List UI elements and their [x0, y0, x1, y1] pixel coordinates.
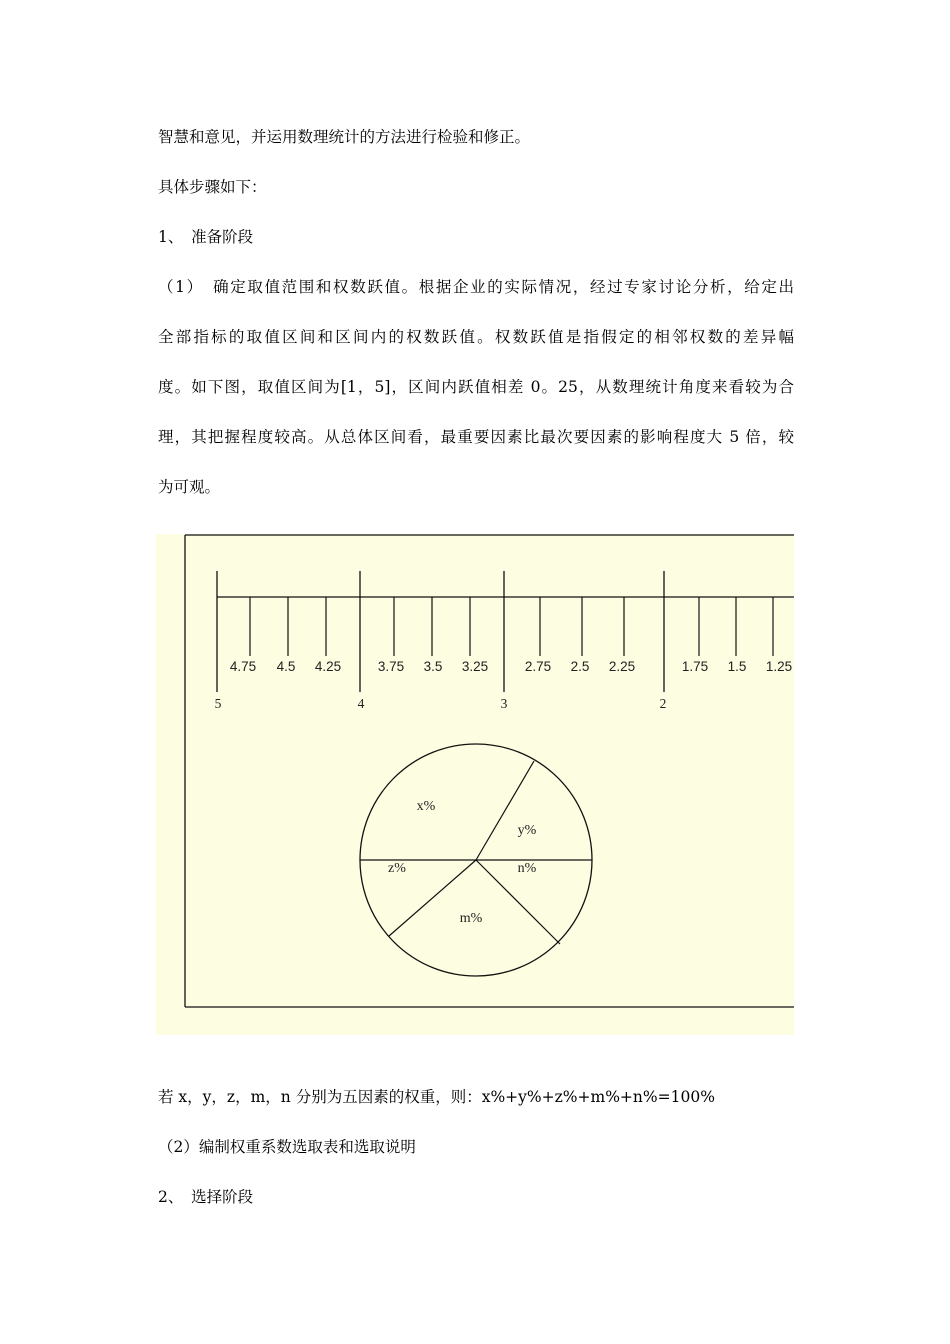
major-label: 5 [214, 696, 222, 711]
minor-label: 4.25 [314, 659, 342, 674]
figure-background [156, 534, 794, 1035]
minor-label: 2.75 [524, 659, 552, 674]
section-heading-1: 1、 准备阶段 [158, 228, 254, 246]
paragraph-line-2: 具体步骤如下： [158, 178, 267, 196]
paragraph-line-4d: 理，其把握程度较高。从总体区间看，最重要因素比最次要因素的影响程度大 5 倍，较 [158, 428, 794, 446]
pie-label-n: n% [517, 861, 537, 876]
paragraph-line-4a: （1） 确定取值范围和权数跃值。根据企业的实际情况，经过专家讨论分析，给定出 [158, 278, 794, 296]
paragraph-line-4e: 为可观。 [158, 478, 221, 496]
weight-scale-figure [156, 534, 794, 1035]
minor-label: 4.5 [276, 659, 296, 674]
paragraph-line-6: （2）编制权重系数选取表和选取说明 [158, 1138, 416, 1156]
minor-label: 4.75 [229, 659, 257, 674]
pie-label-z: z% [388, 861, 406, 876]
major-label: 2 [659, 696, 667, 711]
minor-label: 1.25 [765, 659, 793, 674]
minor-label: 3.25 [461, 659, 489, 674]
pie-label-y: y% [517, 823, 537, 838]
minor-label: 1.5 [727, 659, 747, 674]
major-label: 4 [357, 696, 365, 711]
pie-label-m: m% [459, 911, 483, 926]
minor-label: 1.75 [681, 659, 709, 674]
paragraph-line-5: 若 x，y，z，m，n 分别为五因素的权重，则：x%+y%+z%+m%+n%=100% [158, 1088, 715, 1106]
minor-label: 3.75 [377, 659, 405, 674]
paragraph-line-1: 智慧和意见，并运用数理统计的方法进行检验和修正。 [158, 128, 531, 146]
section-heading-2: 2、 选择阶段 [158, 1188, 254, 1206]
minor-label: 2.5 [570, 659, 590, 674]
paragraph-line-4c: 度。如下图，取值区间为[1，5]，区间内跃值相差 0。25，从数理统计角度来看较为合 [158, 378, 794, 396]
major-label: 3 [500, 696, 508, 711]
pie-label-x: x% [416, 799, 436, 814]
paragraph-line-4b: 全部指标的取值区间和区间内的权数跃值。权数跃值是指假定的相邻权数的差异幅 [158, 328, 794, 346]
minor-label: 3.5 [423, 659, 443, 674]
minor-label: 2.25 [608, 659, 636, 674]
